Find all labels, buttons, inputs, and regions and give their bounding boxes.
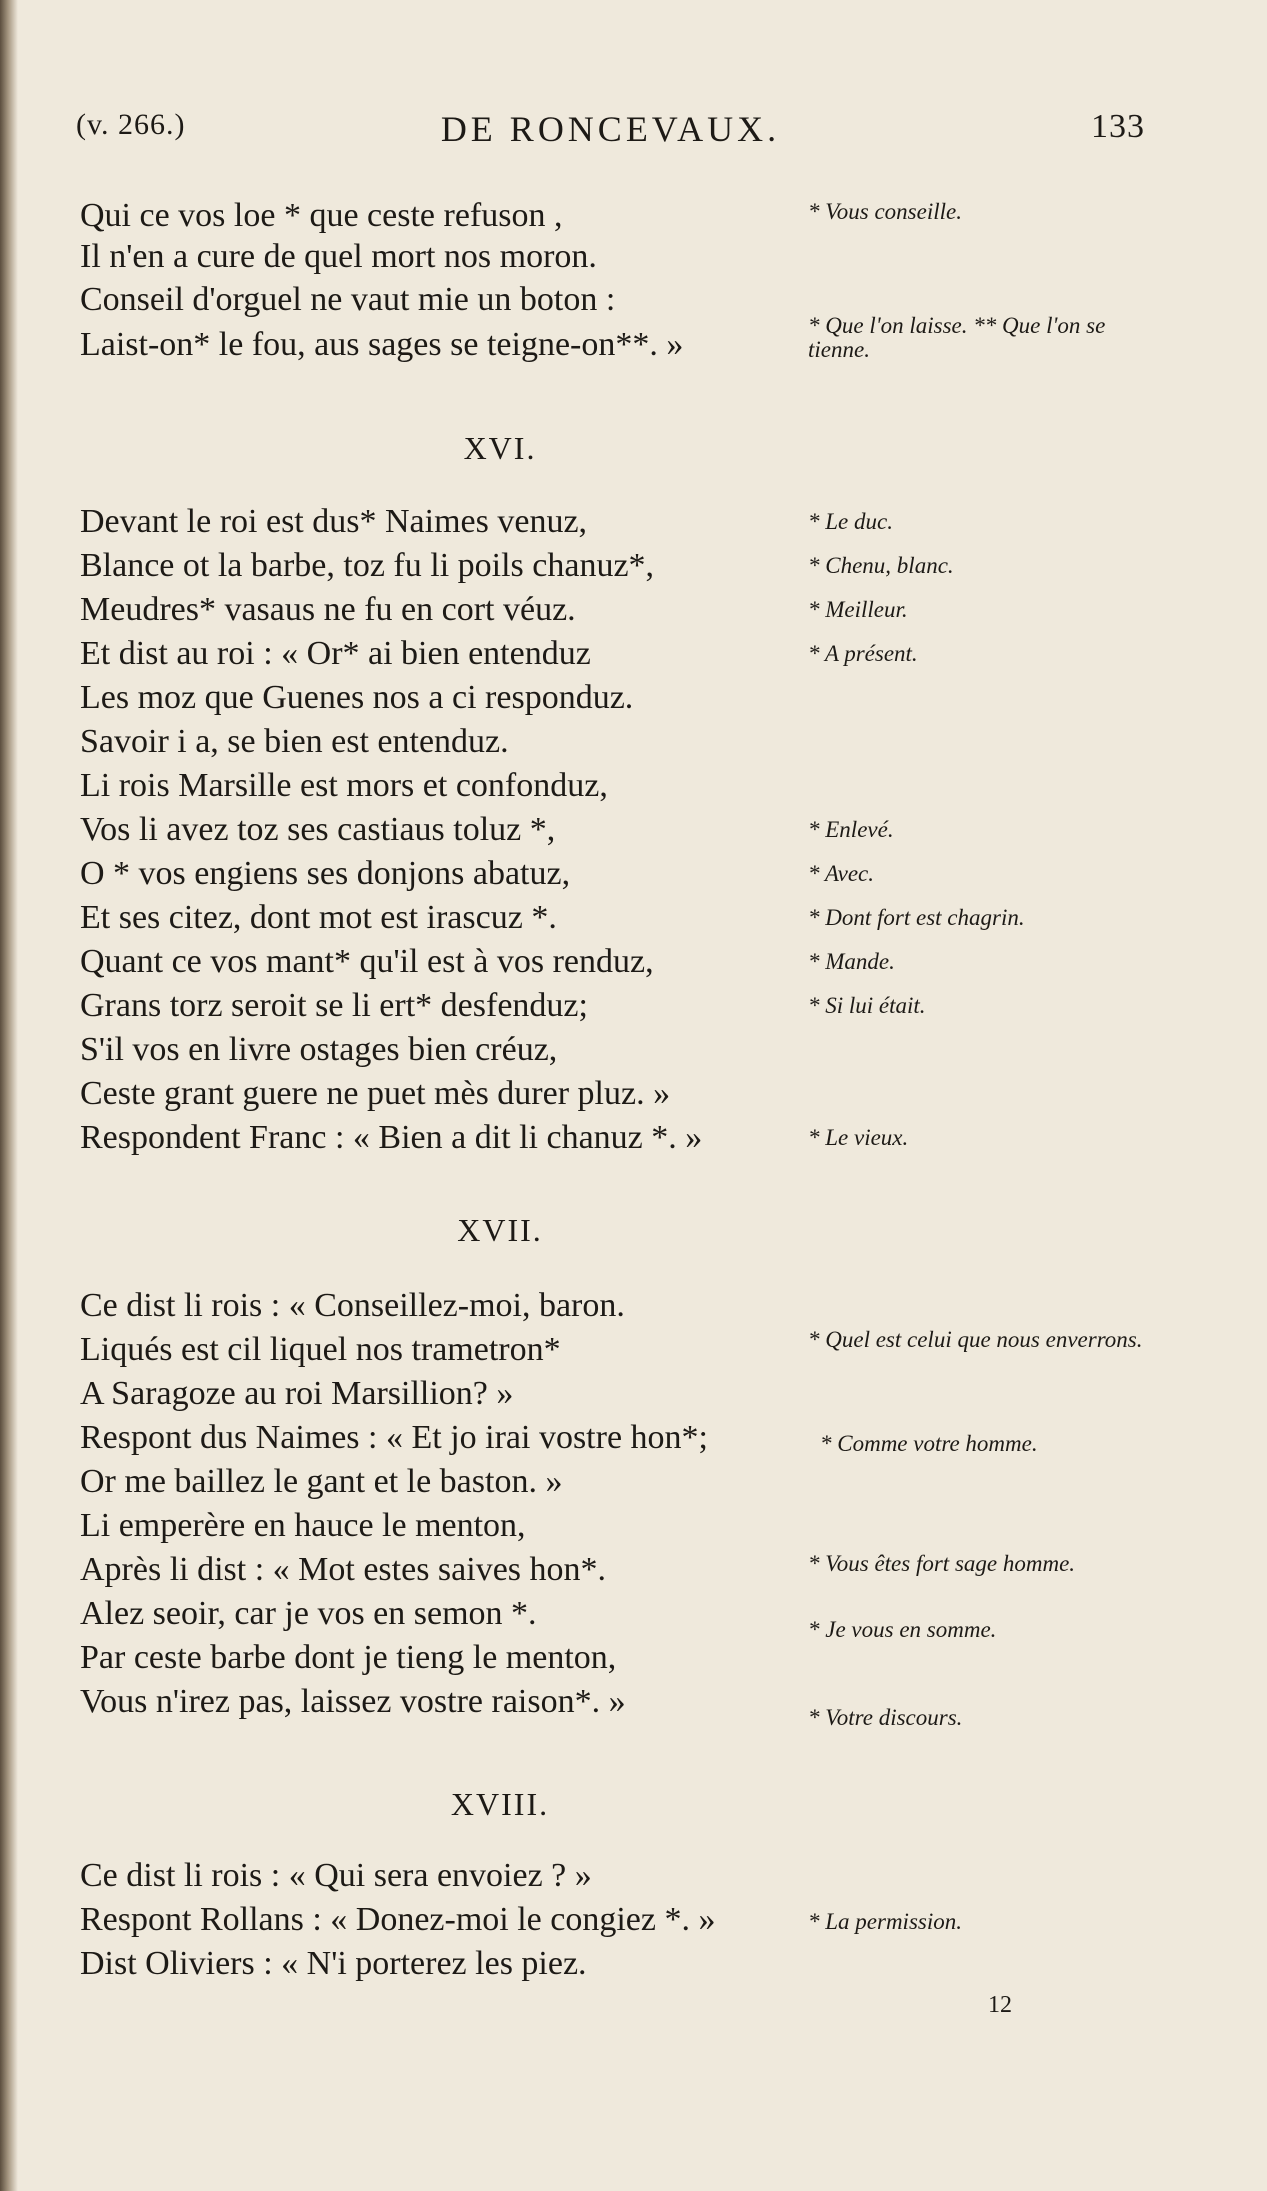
gloss-note: * Le duc. [808, 509, 893, 534]
verse-line: Li rois Marsille est mors et confonduz, [80, 767, 608, 804]
gloss-note: * Votre discours. [808, 1705, 963, 1730]
verse-line: Ce dist li rois : « Conseillez-moi, baron. [80, 1287, 625, 1324]
gloss-note: * Dont fort est chagrin. [808, 905, 1025, 930]
gloss-note: * Quel est celui que nous enverrons. [808, 1327, 1143, 1352]
running-title: DE RONCEVAUX. [440, 109, 781, 149]
gloss-note: * Enlevé. [808, 817, 894, 842]
gloss-note: * Meilleur. [808, 597, 908, 622]
verse-line: Laist-on* le fou, aus sages se teigne-on**. » [80, 326, 684, 363]
gloss-note: * Je vous en somme. [808, 1617, 997, 1642]
verse-line: Quant ce vos mant* qu'il est à vos renduz, [80, 943, 654, 980]
page-number: 133 [1091, 108, 1145, 145]
gloss-note: * Avec. [808, 861, 874, 886]
verse-reference: (v. 266.) [76, 108, 186, 141]
verse-line: Qui ce vos loe * que ceste refuson , [80, 197, 563, 234]
gloss-note: * Mande. [808, 949, 895, 974]
signature-mark: 12 [988, 1992, 1012, 2018]
verse-line: S'il vos en livre ostages bien créuz, [80, 1031, 558, 1068]
verse-line: Alez seoir, car je vos en semon *. [80, 1595, 537, 1632]
verse-line: Ceste grant guere ne puet mès durer pluz. » [80, 1075, 671, 1112]
verse-line: Et dist au roi : « Or* ai bien entenduz [80, 635, 591, 672]
gloss-note: * Que l'on laisse. ** Que l'on se tienne. [808, 313, 1106, 362]
gloss-note: * Le vieux. [808, 1125, 909, 1150]
gloss-note: * Si lui était. [808, 993, 926, 1018]
verse-line: Grans torz seroit se li ert* desfenduz; [80, 987, 588, 1024]
verse-line: O * vos engiens ses donjons abatuz, [80, 855, 571, 892]
verse-line: Par ceste barbe dont je tieng le menton, [80, 1639, 617, 1676]
stanza-heading: XVIII. [450, 1786, 550, 1822]
verse-line: Vous n'irez pas, laissez vostre raison*. » [80, 1683, 626, 1720]
verse-line: Li emperère en hauce le menton, [80, 1507, 526, 1544]
gloss-note: * La permission. [808, 1909, 962, 1934]
stanza-heading: XVI. [463, 430, 537, 466]
verse-line: Liqués est cil liquel nos trametron* [80, 1331, 561, 1368]
verse-line: Blance ot la barbe, toz fu li poils chanuz*, [80, 547, 655, 584]
verse-line: Devant le roi est dus* Naimes venuz, [80, 503, 588, 540]
verse-line: Les moz que Guenes nos a ci responduz. [80, 679, 634, 716]
verse-line: Et ses citez, dont mot est irascuz *. [80, 899, 557, 936]
verse-line: Après li dist : « Mot estes saives hon*. [80, 1551, 607, 1588]
running-header [76, 108, 1145, 158]
verse-line: Meudres* vasaus ne fu en cort véuz. [80, 591, 576, 628]
verse-line: Savoir i a, se bien est entenduz. [80, 723, 509, 760]
verse-line: Respont dus Naimes : « Et jo irai vostre hon*; [80, 1419, 708, 1456]
verse-line: Vos li avez toz ses castiaus toluz *, [80, 811, 556, 848]
gloss-note: * Vous conseille. [808, 199, 962, 224]
verse-line: Ce dist li rois : « Qui sera envoiez ? » [80, 1857, 592, 1894]
verse-line: Respont Rollans : « Donez-moi le congiez *. » [80, 1901, 716, 1938]
verse-line: Respondent Franc : « Bien a dit li chanuz *. » [80, 1119, 703, 1156]
stanza-heading: XVII. [457, 1212, 543, 1248]
verse-line: Or me baillez le gant et le baston. » [80, 1463, 563, 1500]
verse-line: Il n'en a cure de quel mort nos moron. [80, 238, 597, 275]
gloss-note: * Comme votre homme. [820, 1431, 1038, 1456]
verse-line: A Saragoze au roi Marsillion? » [80, 1375, 514, 1412]
verse-line: Conseil d'orguel ne vaut mie un boton : [80, 281, 616, 318]
gloss-note: * Chenu, blanc. [808, 553, 954, 578]
gloss-note: * A présent. [808, 641, 918, 666]
gloss-note: * Vous êtes fort sage homme. [808, 1551, 1076, 1576]
verse-line: Dist Oliviers : « N'i porterez les piez. [80, 1945, 587, 1982]
